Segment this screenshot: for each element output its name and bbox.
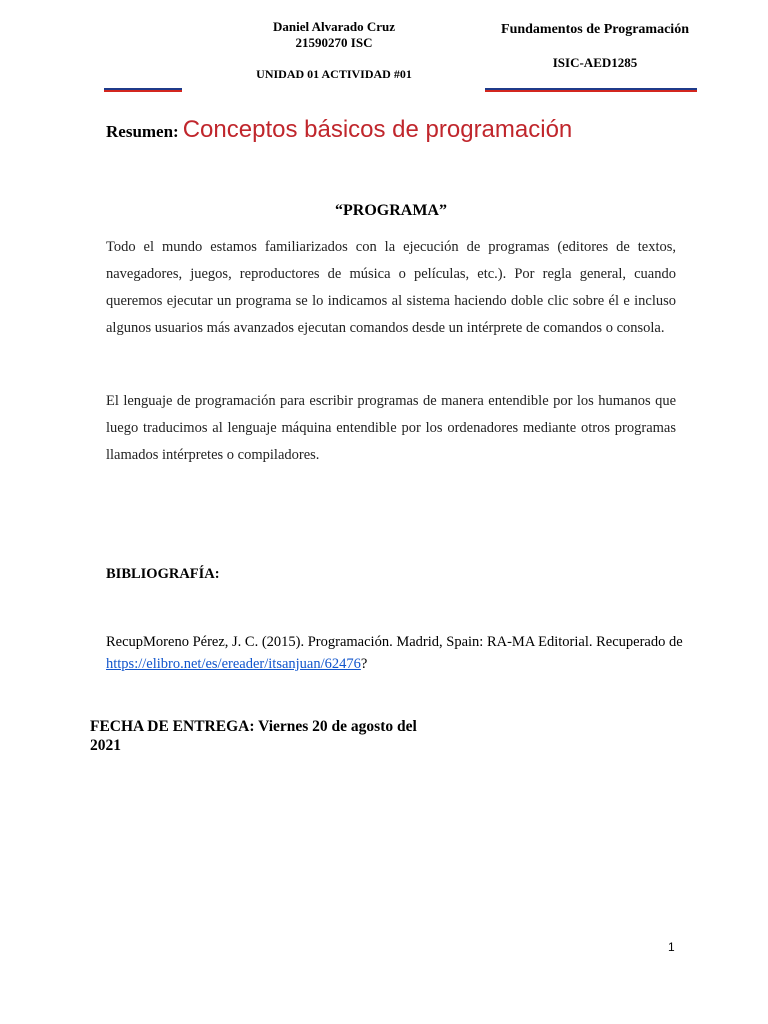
summary-label: Resumen: [106,122,179,141]
paragraph: Todo el mundo estamos familiarizados con la ejecución de programas (editores de textos, navegadores, juegos, reproductores de música o películas, etc.). Por regla general, cuando queremos ejecutar un programa se lo indicamos al sistema haciendo doble clic sobre él e incluso algunos usuarios más avanzados ejecutan comandos desde un intérprete de comandos o consola. [106,239,676,336]
bibliography-entry [106,631,692,675]
paragraph: El lenguaje de programación para escribir programas de manera entendible por los humanos que luego traducimos al lenguaje máquina entendible por los ordenadores mediante otros programas llamados intérpretes o compiladores. [106,393,676,463]
deadline: FECHA DE ENTREGA: Viernes 20 de agosto del 2021 [90,718,417,754]
header-rule-right [485,88,697,92]
section-title: “PROGRAMA” [335,202,447,219]
bibliography-entry-suffix: ? [360,656,368,672]
bibliography-link[interactable]: https://elibro.net/es/ereader/itsanjuan/62476 [106,656,361,672]
header-rule-left [104,88,182,92]
course-name: Fundamentos de Programación [501,22,689,37]
bibliography-entry-text: RecupMoreno Pérez, J. C. (2015). Programación. Madrid, Spain: RA-MA Editorial. Recuperado de [106,634,683,650]
author-name: Daniel Alvarado Cruz [272,19,396,34]
course-code: ISIC-AED1285 [552,55,638,70]
page-number: 1 [668,940,675,954]
bibliography-heading: BIBLIOGRAFÍA: [106,566,220,582]
author-block [236,19,432,51]
summary-line [106,116,572,144]
summary-title: Conceptos básicos de programación [182,116,573,143]
author-id: 21590270 ISC [295,35,373,50]
unit-activity: UNIDAD 01 ACTIVIDAD #01 [256,67,412,81]
